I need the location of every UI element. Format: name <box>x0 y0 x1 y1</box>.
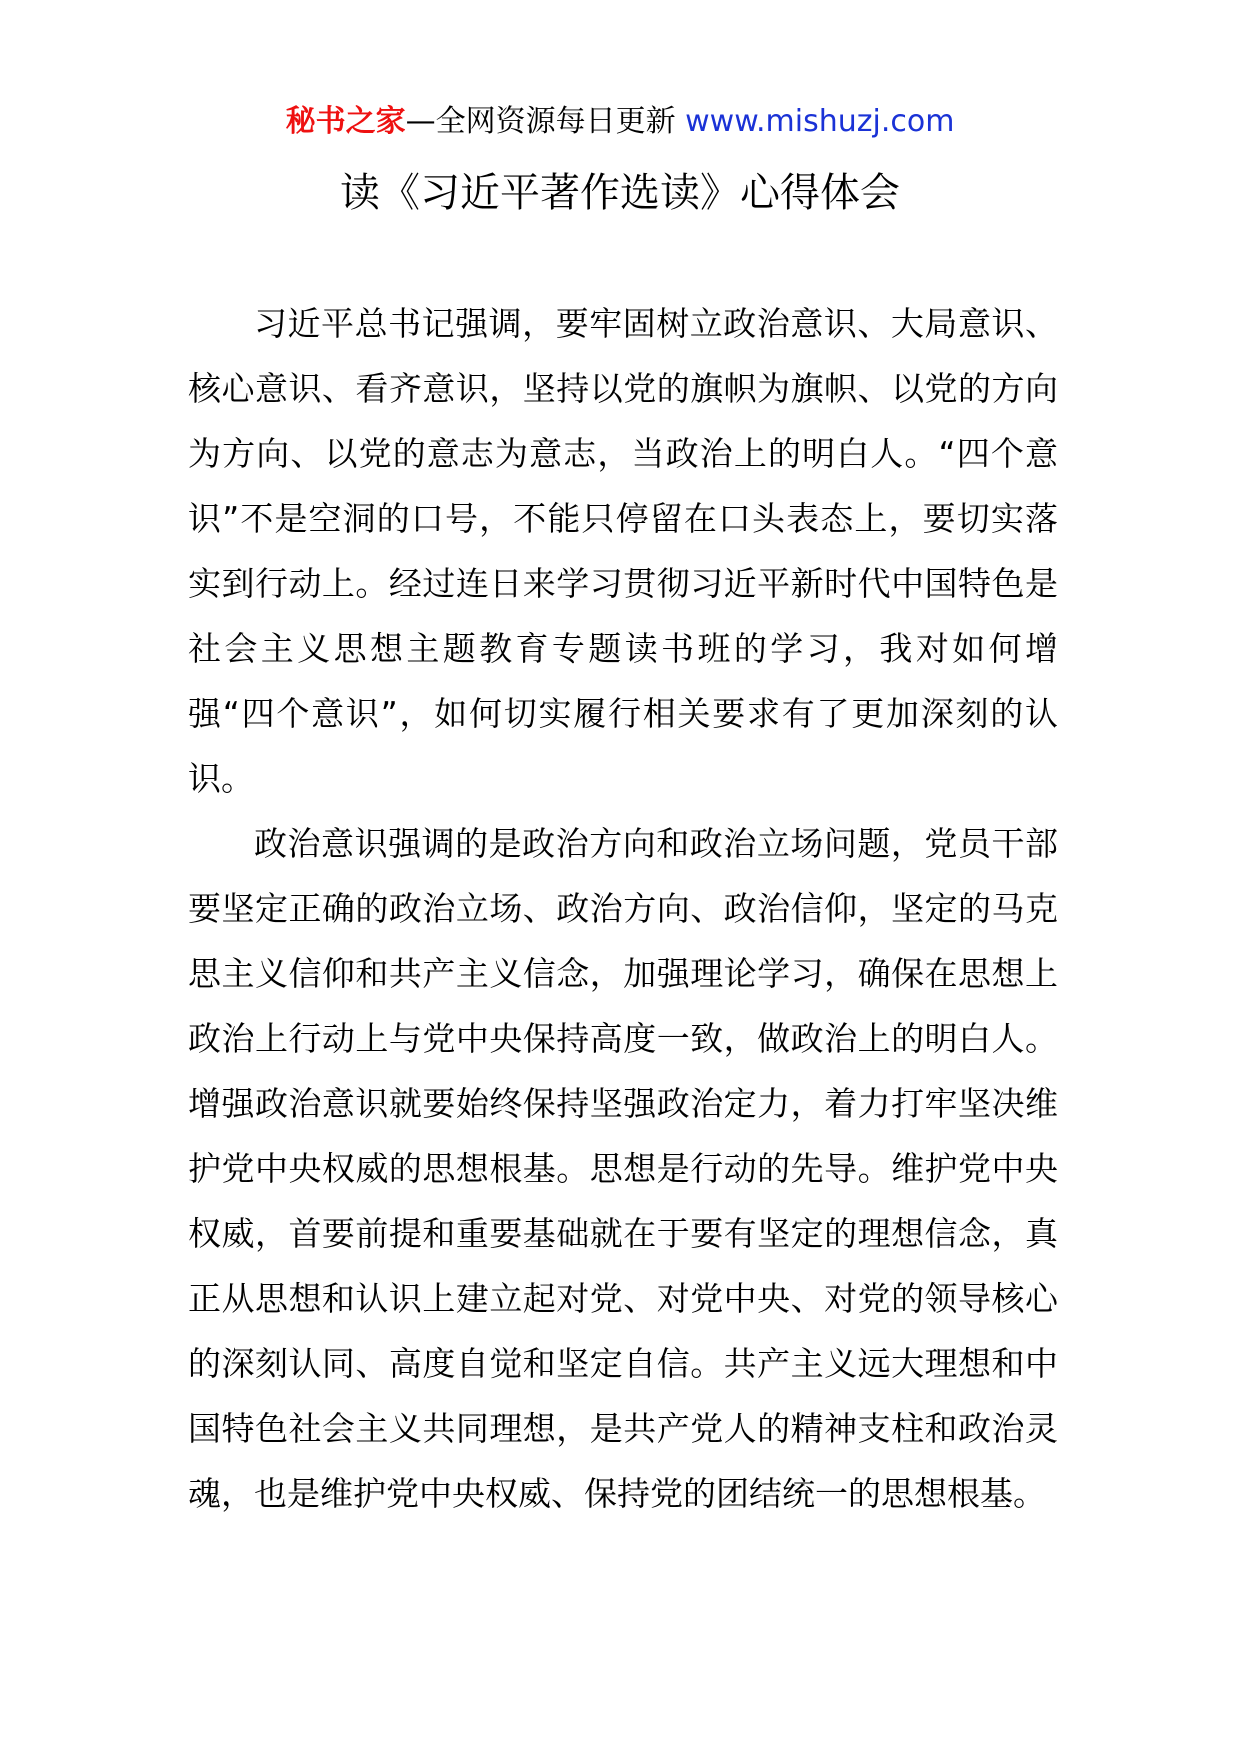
header-slogan: —全网资源每日更新 <box>405 104 676 139</box>
paragraph-1: 习近平总书记强调，要牢固树立政治意识、大局意识、核心意识、看齐意识，坚持以党的旗帜为旗帜、以党的方向为方向、以党的意志为意志，当政治上的明白人。“四个意识”不是空洞的口号，不能只停留在口头表态上，要切实落实到行动上。经过连日来学习贯彻习近平新时代中国特色是社会主义思想主题教育专题读书班的学习，我对如何增强“四个意识”，如何切实履行相关要求有了更加深刻的认识。 <box>188 304 1058 798</box>
site-url-link[interactable]: www.mishuzj.com <box>685 104 955 139</box>
document-title: 读《习近平著作选读》心得体会 <box>340 170 900 216</box>
paragraph-2: 政治意识强调的是政治方向和政治立场问题，党员干部要坚定正确的政治立场、政治方向、政治信仰，坚定的马克思主义信仰和共产主义信念，加强理论学习，确保在思想上政治上行动上与党中央保持高度一致，做政治上的明白人。增强政治意识就要始终保持坚强政治定力，着力打牢坚决维护党中央权威的思想根基。思想是行动的先导。维护党中央权威，首要前提和重要基础就在于要有坚定的理想信念，真正从思想和认识上建立起对党、对党中央、对党的领导核心的深刻认同、高度自觉和坚定自信。共产主义远大理想和中国特色社会主义共同理想，是共产党人的精神支柱和政治灵魂，也是维护党中央权威、保持党的团结统一的思想根基。 <box>188 824 1058 1513</box>
document-body <box>188 291 1058 1526</box>
site-header <box>0 100 1240 144</box>
brand-name: 秘书之家 <box>285 104 406 139</box>
